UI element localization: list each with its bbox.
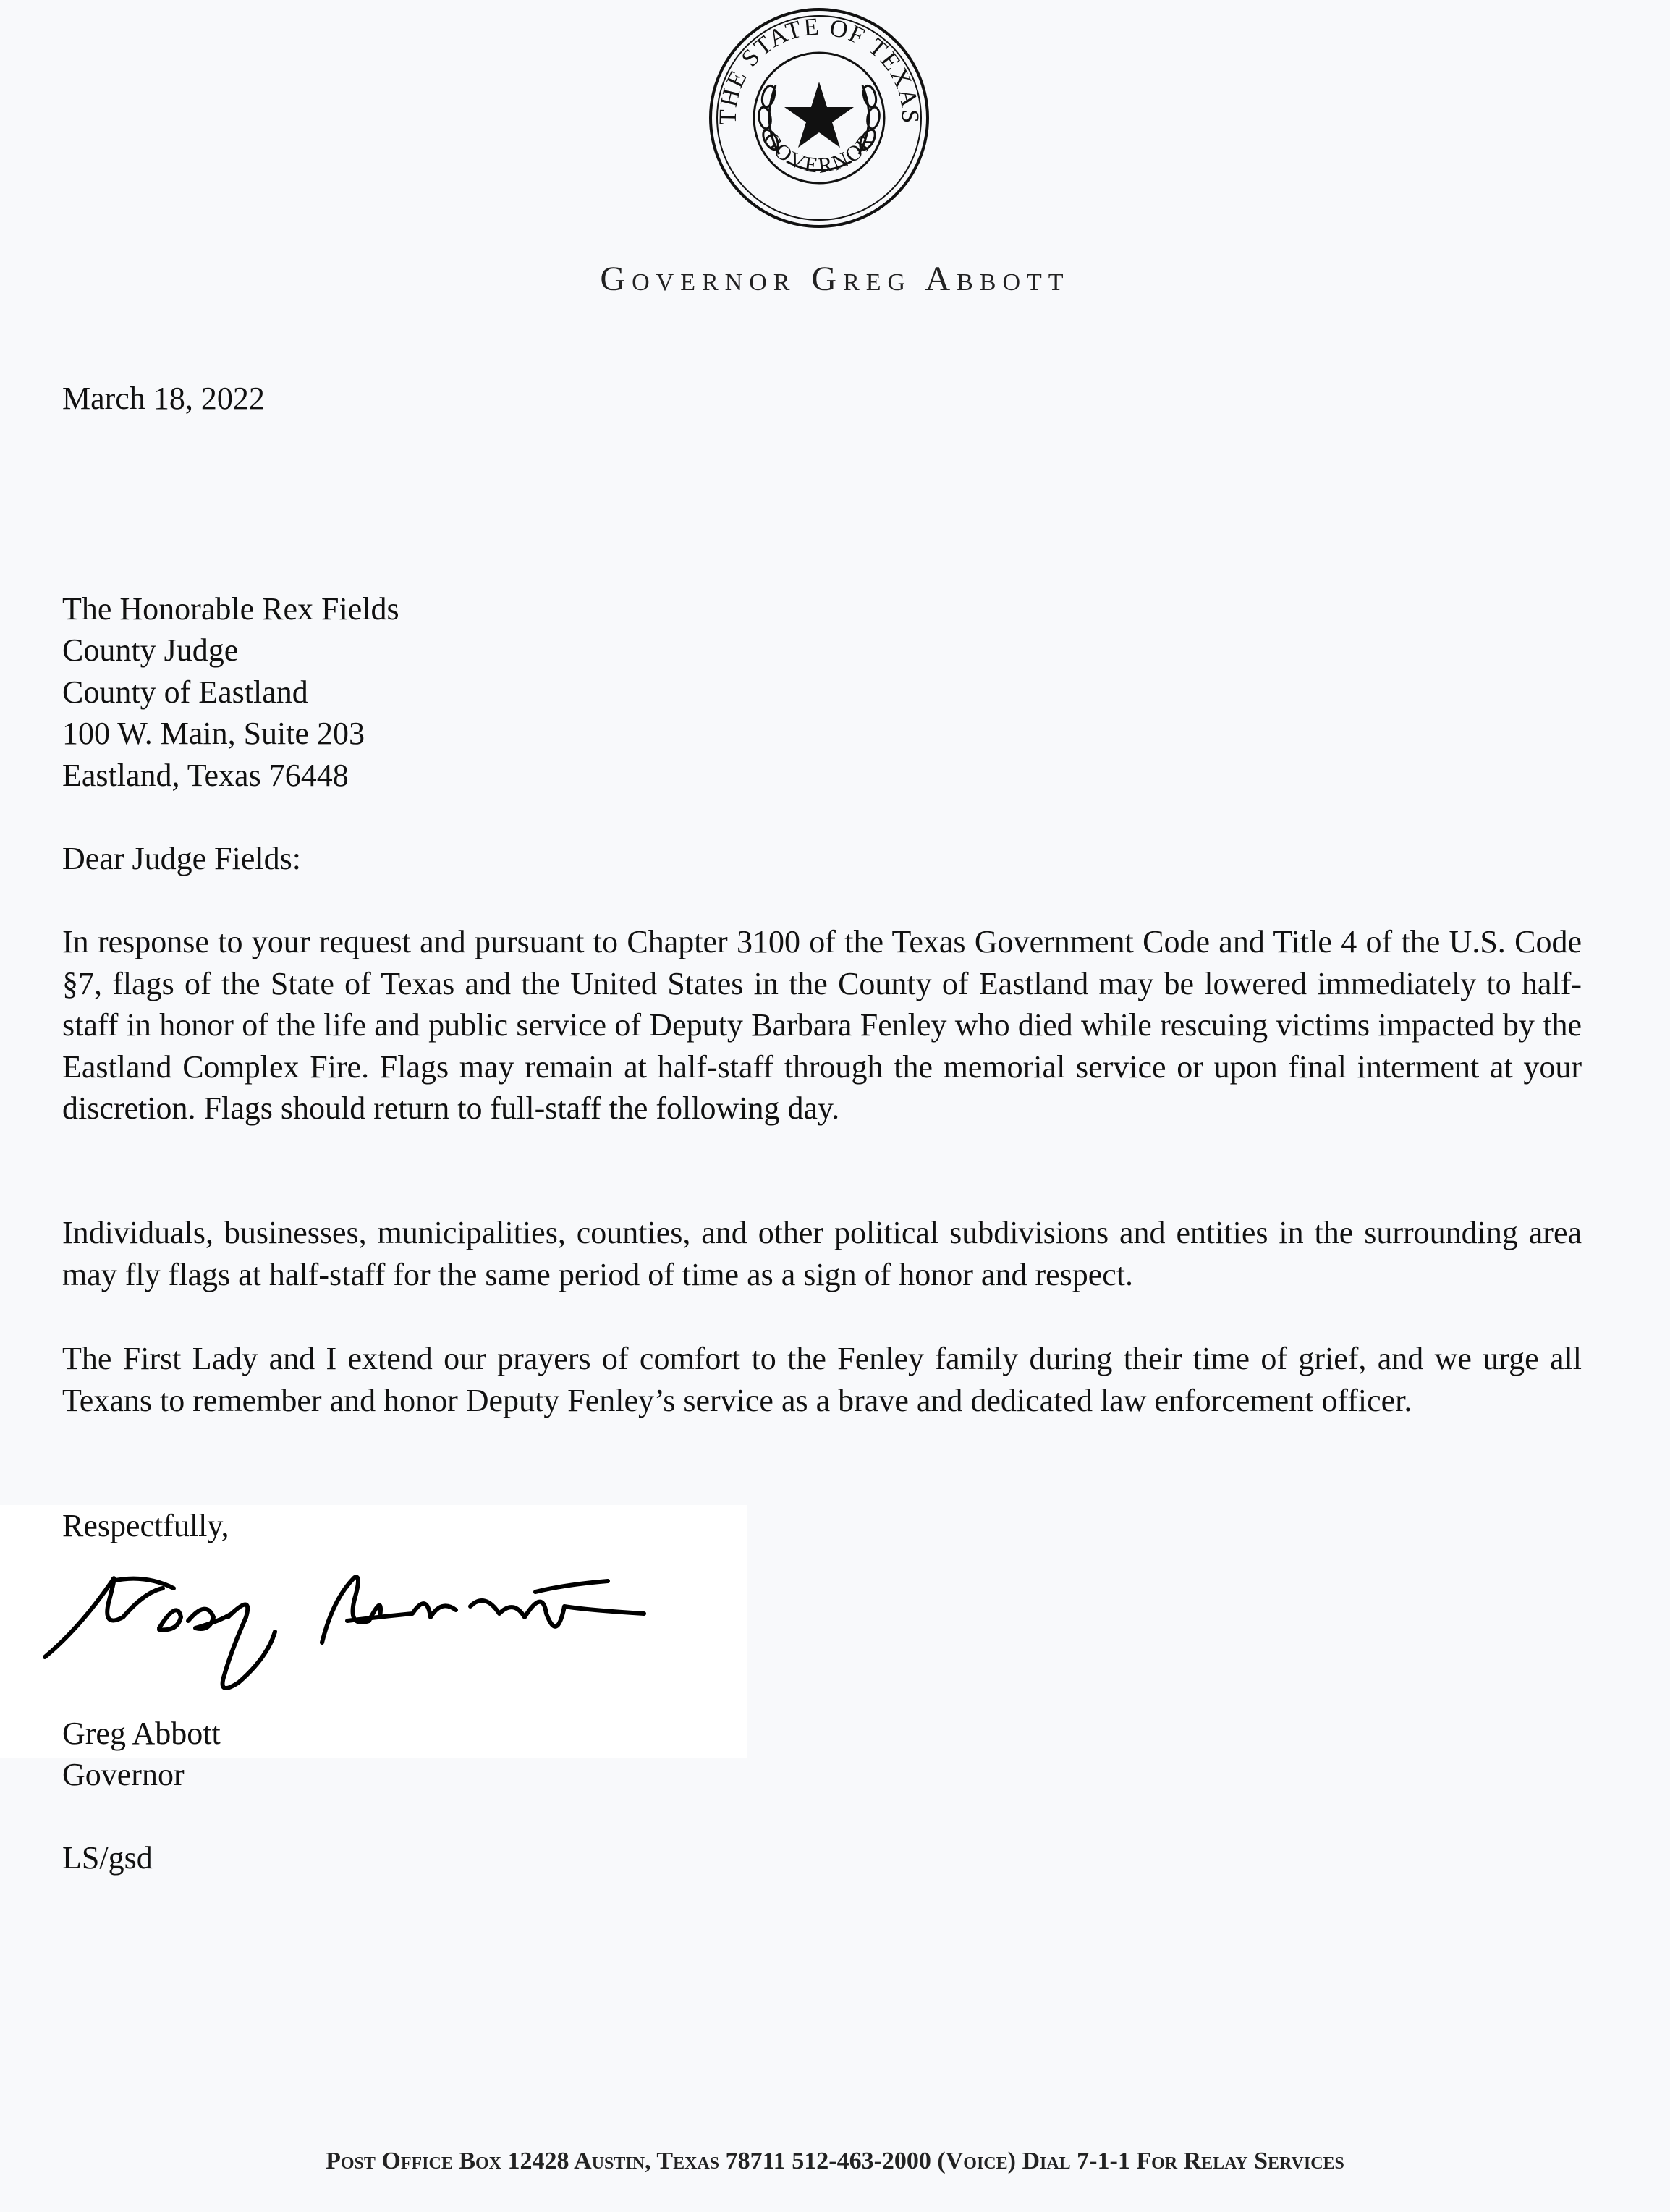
recipient-line-5: Eastland, Texas 76448	[62, 758, 349, 793]
seal-text-bottom: GOVERNOR	[758, 127, 881, 178]
recipient-line-3: County of Eastland	[62, 674, 308, 710]
letter-date: March 18, 2022	[62, 381, 265, 416]
handwritten-signature	[36, 1548, 673, 1700]
body-paragraph-1: In response to your request and pursuant to Chapter 3100 of the Texas Government Code and Title 4 of the U.S. Code §7, flags of the State of Texas and the United States in the County of Eastland may be lowered immediately to half-staff in honor of the life and public service of Deputy Barbara Fenley who died while rescuing victims impacted by the Eastland Complex Fire. Flags may remain at half-staff through the memorial service or upon final interment at your discretion. Flags should return to full-staff the following day.	[62, 924, 1582, 1126]
texas-governor-seal	[707, 6, 931, 230]
closing: Respectfully,	[62, 1508, 229, 1543]
star-icon	[784, 82, 854, 148]
reference-initials: LS/gsd	[62, 1840, 153, 1876]
recipient-line-1: The Honorable Rex Fields	[62, 591, 399, 627]
letterhead-title: Governor Greg Abbott	[600, 260, 1070, 298]
footer-address: Post Office Box 12428 Austin, Texas 78711 512-463-2000 (Voice) Dial 7-1-1 For Relay Services	[326, 2148, 1344, 2174]
recipient-line-4: 100 W. Main, Suite 203	[62, 716, 365, 751]
salutation: Dear Judge Fields:	[62, 841, 301, 876]
body-paragraph-2: Individuals, businesses, municipalities, counties, and other political subdivisions and entities in the surrounding area may fly flags at half-staff for the same period of time as a sign of honor and respect.	[62, 1215, 1582, 1292]
signer-title: Governor	[62, 1757, 185, 1792]
signer-name: Greg Abbott	[62, 1716, 221, 1751]
body-paragraph-3: The First Lady and I extend our prayers of comfort to the Fenley family during their time of grief, and we urge all Texans to remember and honor Deputy Fenley’s service as a brave and dedicated law enforcement officer.	[62, 1341, 1582, 1418]
seal-text-top: THE STATE OF TEXAS	[714, 13, 924, 125]
recipient-line-2: County Judge	[62, 632, 239, 668]
